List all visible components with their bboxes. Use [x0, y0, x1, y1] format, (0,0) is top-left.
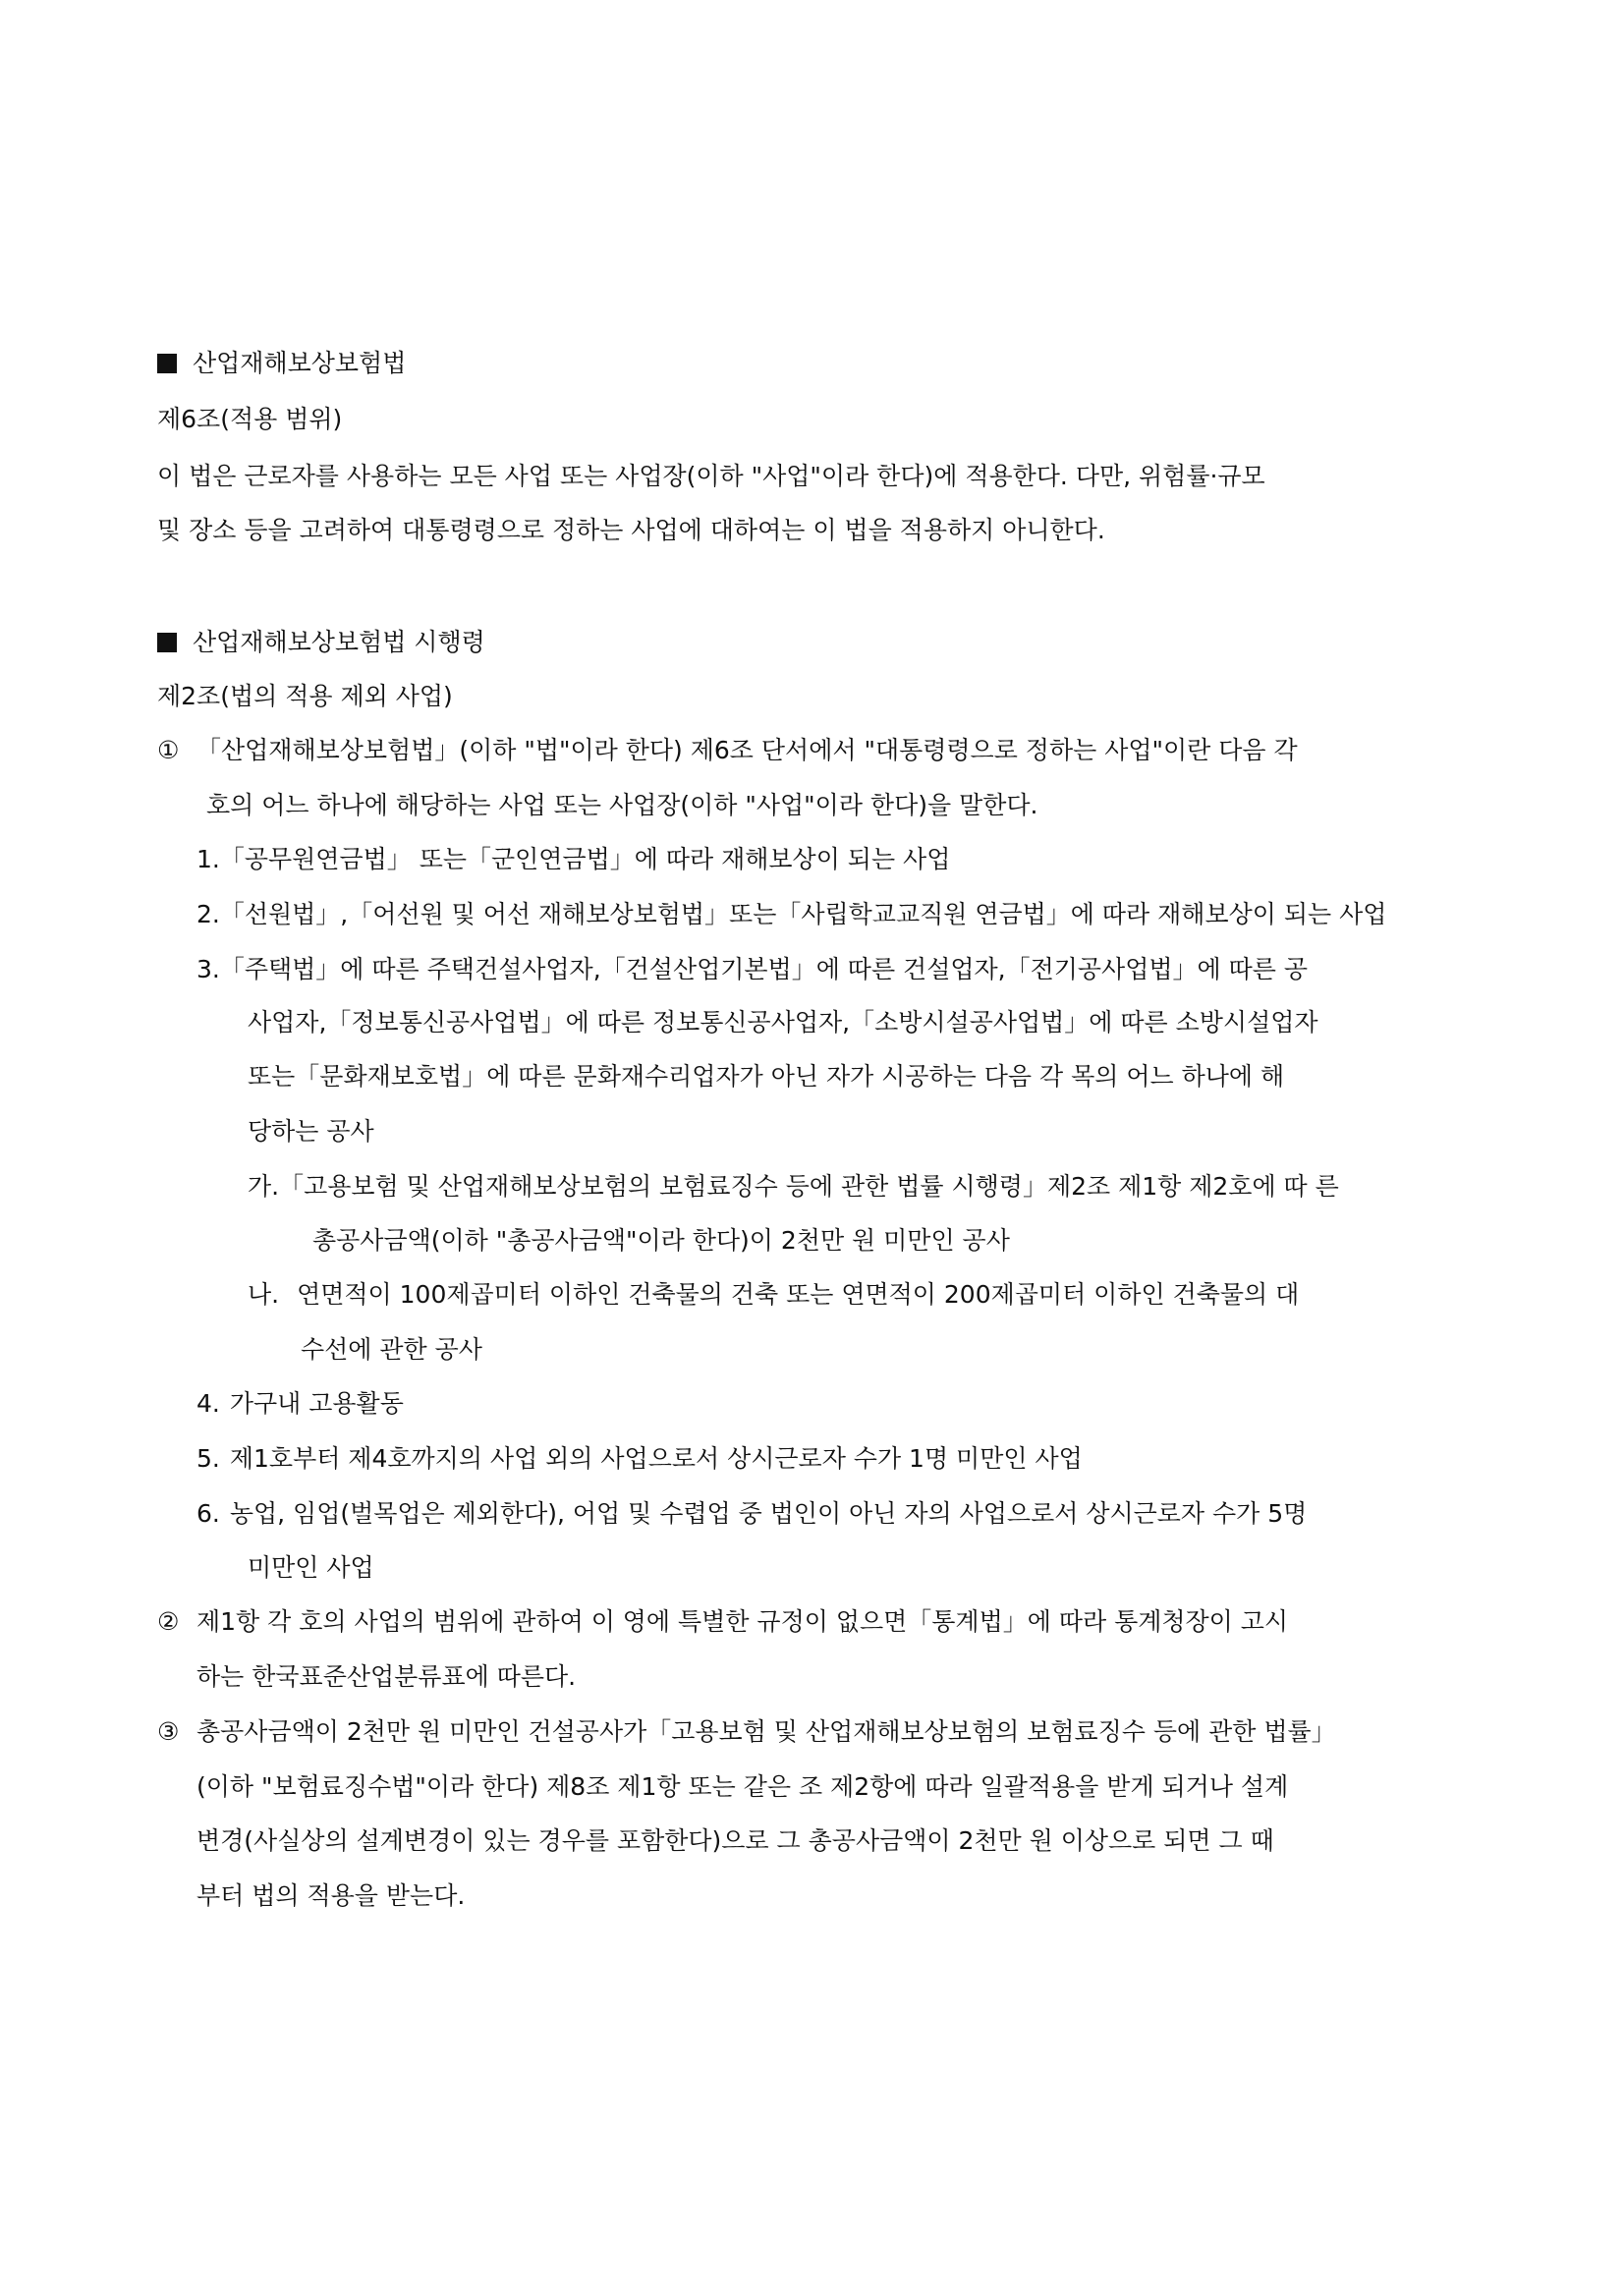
item-3-number: 3. — [196, 955, 220, 983]
subitem-ga-text-1: 「고용보험 및 산업재해보상보험의 보험료징수 등에 관한 법률 시행령」제2조 제1항 제2호에 따 른 — [279, 1172, 1339, 1201]
section1-body-line-2: 및 장소 등을 고려하여 대통령령으로 정하는 사업에 대하여는 이 법을 적용하지 아니한다. — [157, 516, 1105, 544]
paragraph-3-line-2: (이하 "보험료징수법"이라 한다) 제8조 제1항 또는 같은 조 제2항에 따라 일괄적용을 받게 되거나 설계 — [196, 1772, 1289, 1801]
paragraph-3-marker: ③ — [157, 1717, 180, 1746]
item-1-text: 「공무원연금법」 또는「군인연금법」에 따라 재해보상이 되는 사업 — [219, 845, 951, 873]
item-2-text: 「선원법」,「어선원 및 어선 재해보상보험법」또는「사립학교교직원 연금법」에 따라 재해보상이 되는 사업 — [219, 900, 1387, 928]
item-5-text: 제1호부터 제4호까지의 사업 외의 사업으로서 상시근로자 수가 1명 미만인 사업 — [229, 1444, 1083, 1473]
subitem-ga-label: 가. — [248, 1172, 280, 1201]
paragraph-3-text-1: 총공사금액이 2천만 원 미만인 건설공사가「고용보험 및 산업재해보상보험의 보험료징수 등에 관한 법률」 — [196, 1717, 1336, 1746]
section2-heading — [157, 626, 485, 659]
item-3-line-2: 사업자,「정보통신공사업법」에 따른 정보통신공사업자,「소방시설공사업법」에 따른 소방시설업자 — [248, 1008, 1318, 1036]
item-5-number: 5. — [196, 1444, 220, 1473]
paragraph-1-marker: ① — [157, 736, 180, 764]
black-square-bullet-icon — [157, 354, 177, 373]
item-6-line-2: 미만인 사업 — [248, 1553, 374, 1582]
paragraph-1-text-1: 「산업재해보상보험법」(이하 "법"이라 한다) 제6조 단서에서 "대통령령으로 정하는 사업"이란 다음 각 — [196, 736, 1298, 764]
item-6-line-1 — [196, 1497, 1307, 1531]
paragraph-3-line-3: 변경(사실상의 설계변경이 있는 경우를 포함한다)으로 그 총공사금액이 2천만 원 이상으로 되면 그 때 — [196, 1826, 1274, 1855]
section2-article-title: 제2조(법의 적용 제외 사업) — [157, 682, 453, 710]
item-2-number: 2. — [196, 900, 220, 928]
paragraph-1-line-2: 호의 어느 하나에 해당하는 사업 또는 사업장(이하 "사업"이라 한다)을 말한다. — [206, 791, 1038, 819]
item-1 — [196, 843, 950, 876]
item-6-text-1: 농업, 임업(벌목업은 제외한다), 어업 및 수렵업 중 법인이 아닌 자의 사업으로서 상시근로자 수가 5명 — [229, 1499, 1308, 1528]
paragraph-2-line-1 — [157, 1605, 1288, 1639]
subitem-na-line-2: 수선에 관한 공사 — [301, 1335, 482, 1364]
section1-article-title: 제6조(적용 범위) — [157, 405, 343, 433]
paragraph-3-line-4: 부터 법의 적용을 받는다. — [196, 1881, 466, 1910]
subitem-na-label: 나. — [248, 1280, 280, 1309]
item-1-number: 1. — [196, 845, 220, 873]
section1-heading — [157, 347, 406, 380]
item-3-text-1: 「주택법」에 따른 주택건설사업자,「건설산업기본법」에 따른 건설업자,「전기공사업법」에 따른 공 — [219, 955, 1308, 983]
item-3-line-4: 당하는 공사 — [248, 1117, 374, 1146]
item-2 — [196, 898, 1386, 931]
black-square-bullet-icon — [157, 633, 177, 652]
item-4 — [196, 1387, 404, 1421]
subitem-na-text-1: 연면적이 100제곱미터 이하인 건축물의 건축 또는 연면적이 200제곱미터 이하인 건축물의 대 — [297, 1280, 1300, 1309]
paragraph-3-line-1 — [157, 1715, 1336, 1749]
paragraph-2-line-2: 하는 한국표준산업분류표에 따른다. — [196, 1662, 577, 1691]
paragraph-1-line-1 — [157, 734, 1298, 767]
subitem-na-line-1 — [248, 1278, 1299, 1312]
section1-heading-text: 산업재해보상보험법 — [193, 349, 407, 377]
item-5 — [196, 1442, 1083, 1476]
subitem-ga-line-2: 총공사금액(이하 "총공사금액"이라 한다)이 2천만 원 미만인 공사 — [312, 1226, 1010, 1255]
item-4-number: 4. — [196, 1389, 220, 1418]
item-4-text: 가구내 고용활동 — [229, 1389, 404, 1418]
item-6-number: 6. — [196, 1499, 220, 1528]
subitem-ga-line-1 — [248, 1170, 1339, 1204]
section2-heading-text: 산업재해보상보험법 시행령 — [193, 628, 485, 656]
section1-body-line-1: 이 법은 근로자를 사용하는 모든 사업 또는 사업장(이하 "사업"이라 한다)에 적용한다. 다만, 위험률·규모 — [157, 462, 1265, 490]
paragraph-2-marker: ② — [157, 1607, 180, 1636]
item-3-line-3: 또는「문화재보호법」에 따른 문화재수리업자가 아닌 자가 시공하는 다음 각 목의 어느 하나에 해 — [248, 1062, 1285, 1091]
paragraph-2-text-1: 제1항 각 호의 사업의 범위에 관하여 이 영에 특별한 규정이 없으면「통계법」에 따라 통계청장이 고시 — [196, 1607, 1289, 1636]
item-3-line-1 — [196, 953, 1308, 986]
